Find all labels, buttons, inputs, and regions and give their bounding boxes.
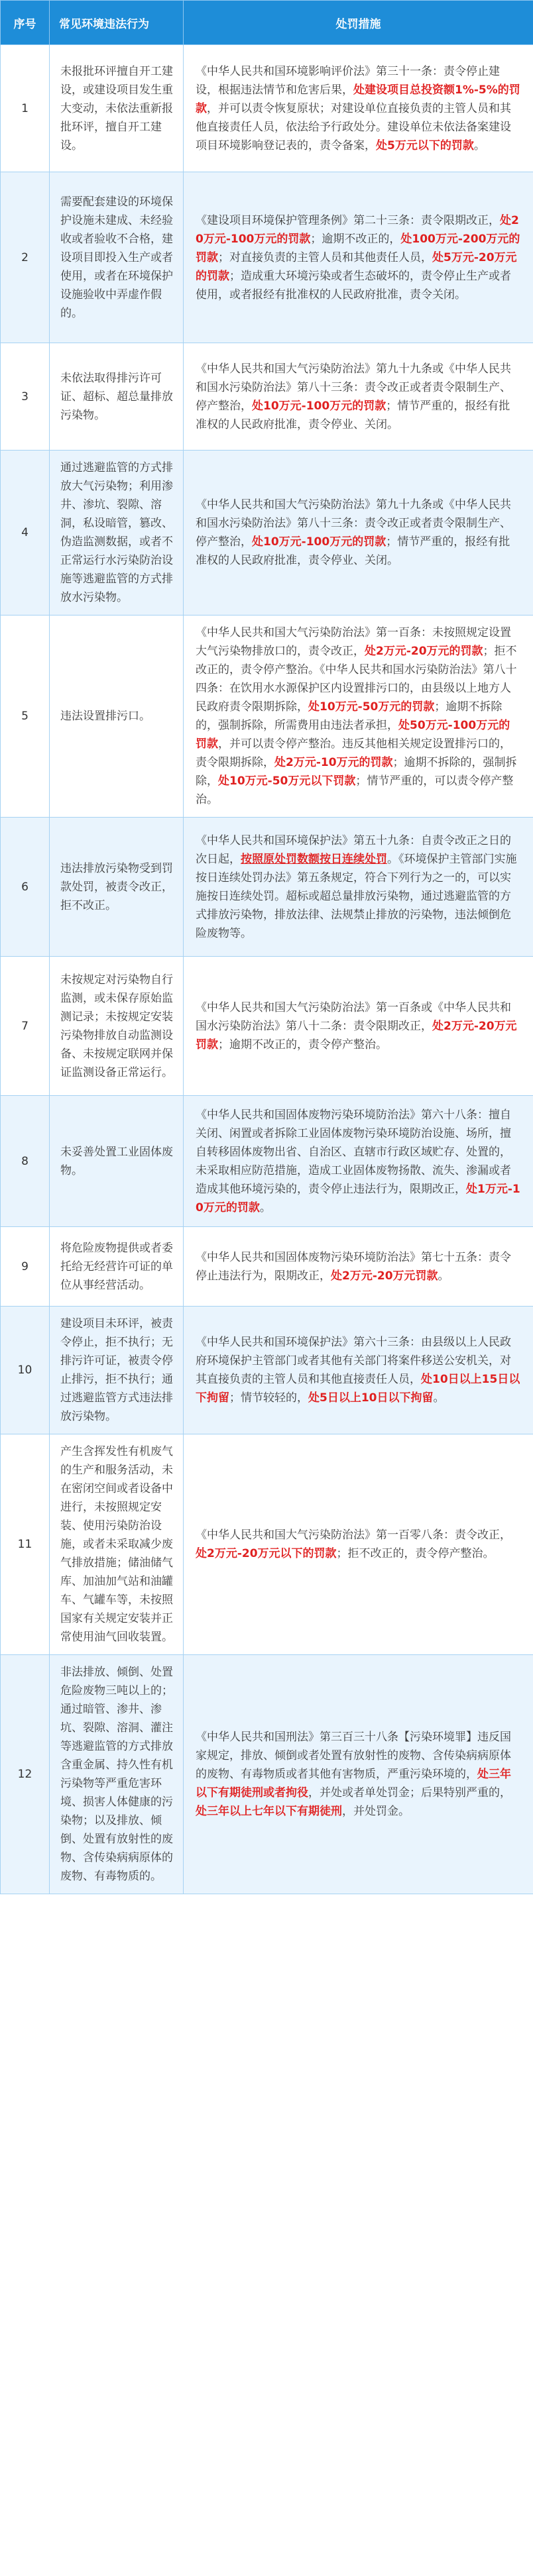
penalty-text: 。 (438, 1269, 449, 1283)
penalty-text: ；情节严重的，报经有批准权的人民政府批准，责令停业、关闭。 (196, 535, 510, 567)
violation-behavior: 建设项目未环评，被责令停止，拒不执行；无排污许可证，被责令停止排污，拒不执行；通过逃避监管方式违法排放污染物。 (50, 1307, 184, 1434)
table-row (1, 172, 533, 343)
violation-behavior: 需要配套建设的环境保护设施未建成、未经验收或者验收不合格，建设项目即投入生产或者使用，或者在环境保护设施验收中弄虚作假的。 (50, 172, 184, 343)
penalty-text: ；对直接负责的主管人员和其他责任人员， (218, 250, 432, 264)
penalty-text: 《中华人民共和国大气污染防治法》第九十九条或《中华人民共和国水污染防治法》第八十三条：责令改正或者责令限制生产、停产整治， (196, 362, 511, 413)
header-no: 序号 (1, 1, 50, 45)
penalty-highlight: 处建设项目总投资额1%-5%的罚款 (196, 83, 520, 115)
penalty-highlight: 处2万元-20万元罚款 (331, 1269, 438, 1283)
penalty-text: ；逾期不拆除的，强制拆除， (196, 756, 517, 788)
penalty-text: 《中华人民共和国环境保护法》第五十九条：自责令改正之日的次日起， (196, 833, 511, 866)
penalty-text: 《中华人民共和国大气污染防治法》第一百条或《中华人民共和国水污染防治法》第八十二条：责令限期改正， (196, 1000, 511, 1033)
penalty-highlight: 处2万元-20万元的罚款 (365, 645, 483, 658)
penalty-measure (184, 1434, 533, 1655)
table-header-row (1, 1, 533, 45)
row-number: 11 (1, 1434, 50, 1655)
row-number: 2 (1, 172, 50, 343)
penalty-text: ；逾期不改正的， (310, 232, 401, 246)
penalty-text: ；拒不改正的，责令停产整治。《中华人民共和国水污染防治法》第八十四条：在饮用水水源保护区内设置排污口的，由县级以上地方人民政府责令限期拆除， (196, 645, 517, 714)
penalty-highlight: 处5万元-20万元的罚款 (196, 250, 517, 283)
table-row (1, 451, 533, 616)
violation-behavior: 将危险废物提供或者委托给无经营许可证的单位从事经营活动。 (50, 1227, 184, 1307)
table-row (1, 1227, 533, 1307)
penalty-text: 《中华人民共和国大气污染防治法》第一百零八条：责令改正， (196, 1529, 511, 1542)
penalty-highlight: 处5日以上10日以下拘留 (308, 1391, 434, 1405)
violation-behavior: 未依法取得排污许可证、超标、超总量排放污染物。 (50, 343, 184, 451)
penalty-highlight: 处10日以上15日以下拘留 (196, 1373, 520, 1405)
penalty-highlight: 处20万元-100万元的罚款 (196, 213, 519, 246)
penalty-text: ；情节严重的，报经有批准权的人民政府批准，责令停业、关闭。 (196, 399, 510, 431)
penalty-highlight: 处10万元-50万元以下罚款 (218, 775, 356, 788)
table-row (1, 343, 533, 451)
table-body (1, 45, 533, 1894)
penalty-text: 《中华人民共和国大气污染防治法》第一百条：未按照规定设置大气污染物排放口的，责令改正， (196, 626, 511, 658)
penalty-measure (184, 1096, 533, 1227)
violation-behavior: 违法设置排污口。 (50, 616, 184, 818)
penalty-text: ，并可以责令恢复原状；对建设单位直接负责的主管人员和其他直接责任人员，依法给予行政处分。建设单位未依法备案建设项目环境影响登记表的，责令备案， (196, 101, 511, 152)
penalty-text: 《中华人民共和国环境影响评价法》第三十一条：责令停止建设，根据违法情节和危害后果， (196, 64, 500, 97)
penalty-highlight: 按照原处罚数额按日连续处罚 (241, 852, 387, 866)
penalty-highlight: 处2万元-20万元罚款 (196, 1019, 517, 1051)
penalty-highlight: 处2万元-20万元以下的罚款 (196, 1547, 337, 1560)
row-number: 1 (1, 45, 50, 172)
row-number: 4 (1, 451, 50, 616)
penalty-text: 。 (259, 1201, 271, 1214)
violation-behavior: 产生含挥发性有机废气的生产和服务活动，未在密闭空间或者设备中进行，未按照规定安装、使用污染防治设施，或者未采取减少废气排放措施；储油储气库、加油加气站和油罐车、气罐车等，未按照国家有关规定安装并正常使用油气回收装置。 (50, 1434, 184, 1655)
penalty-highlight: 处5万元以下的罚款 (376, 138, 474, 152)
penalty-text: 《中华人民共和国刑法》第三百三十八条【污染环境罪】违反国家规定，排放、倾倒或者处置有放射性的废物、含传染病病原体的废物、有毒物质或者其他有害物质，严重污染环境的， (196, 1731, 511, 1781)
penalty-highlight: 处三年以下有期徒刑或者拘役 (196, 1768, 511, 1799)
penalty-measure (184, 818, 533, 957)
penalty-text: ；拒不改正的，责令停产整治。 (336, 1547, 495, 1560)
penalty-highlight: 处10万元-50万元的罚款 (308, 700, 435, 714)
row-number: 7 (1, 957, 50, 1096)
penalty-highlight: 处10万元-100万元的罚款 (252, 399, 386, 413)
table-row (1, 1434, 533, 1655)
row-number: 10 (1, 1307, 50, 1434)
penalty-highlight: 处三年以上七年以下有期徒刑 (196, 1805, 342, 1818)
penalty-text: ，并可以责令停产整治。违反其他相关规定设置排污口的，责令限期拆除， (196, 737, 511, 769)
penalty-measure (184, 1307, 533, 1434)
violation-behavior: 未按规定对污染物自行监测，或未保存原始监测记录；未按规定安装污染物排放自动监测设备、未按规定联网并保证监测设备正常运行。 (50, 957, 184, 1096)
penalty-text: 。《环境保护主管部门实施按日连续处罚办法》第五条规定，符合下列行为之一的，可以实施按日连续处罚。超标或超总量排放污染物，通过逃避监管的方式排放污染物，排放法律、法规禁止排放的污染物，违法倾倒危险废物等。 (196, 852, 517, 940)
row-number: 5 (1, 616, 50, 818)
penalty-text: ；逾期不改正的，责令停产整治。 (218, 1038, 387, 1051)
penalty-highlight: 处10万元-100万元的罚款 (252, 535, 386, 549)
penalty-text: 《中华人民共和国环境保护法》第六十三条：由县级以上人民政府环境保护主管部门或者其他有关部门将案件移送公安机关，对其直接负责的主管人员和其他直接责任人员， (196, 1336, 511, 1386)
row-number: 8 (1, 1096, 50, 1227)
table-row (1, 616, 533, 818)
penalty-measure (184, 1227, 533, 1307)
penalty-measure (184, 45, 533, 172)
violation-behavior: 未妥善处置工业固体废物。 (50, 1096, 184, 1227)
penalty-highlight: 处2万元-10万元的罚款 (274, 756, 393, 769)
row-number: 3 (1, 343, 50, 451)
penalty-measure (184, 451, 533, 616)
violation-behavior: 非法排放、倾倒、处置危险废物三吨以上的；通过暗管、渗井、渗坑、裂隙、溶洞、灌注等逃避监管的方式排放含重金属、持久性有机污染物等严重危害环境、损害人体健康的污染物；以及排放、倾倒、处置有放射性的废物、含传染病病原体的废物、有毒物质的。 (50, 1655, 184, 1894)
violation-behavior: 通过逃避监管的方式排放大气污染物；利用渗井、渗坑、裂隙、溶洞，私设暗管，篡改、伪造监测数据，或者不正常运行水污染防治设施等逃避监管的方式排放水污染物。 (50, 451, 184, 616)
row-number: 9 (1, 1227, 50, 1307)
penalty-text: ；造成重大环境污染或者生态破坏的，责令停止生产或者使用，或者报经有批准权的人民政府批准，责令关闭。 (196, 269, 511, 301)
penalty-measure (184, 343, 533, 451)
penalty-measure (184, 616, 533, 818)
penalty-text: ；情节严重的，可以责令停产整治。 (196, 775, 514, 806)
penalty-text: 《中华人民共和国固体废物污染环境防治法》第七十五条：责令停止违法行为，限期改正， (196, 1250, 511, 1283)
row-number: 6 (1, 818, 50, 957)
penalty-text: 《中华人民共和国大气污染防治法》第九十九条或《中华人民共和国水污染防治法》第八十三条：责令改正或者责令限制生产、停产整治， (196, 498, 511, 549)
row-number: 12 (1, 1655, 50, 1894)
table-row (1, 1655, 533, 1894)
penalty-measure (184, 957, 533, 1096)
table-row (1, 1307, 533, 1434)
penalty-text: ，并处罚金。 (342, 1805, 410, 1818)
penalty-text: 《建设项目环境保护管理条例》第二十三条：责令限期改正， (196, 213, 500, 227)
penalty-measure (184, 172, 533, 343)
penalty-measure (184, 1655, 533, 1894)
penalty-text: ；逾期不拆除的，强制拆除，所需费用由违法者承担， (196, 700, 503, 732)
penalty-text: ，并处或者单处罚金；后果特别严重的， (308, 1786, 511, 1799)
table-row (1, 45, 533, 172)
penalty-text: ；情节较轻的， (229, 1391, 308, 1405)
penalty-highlight: 处100万元-200万元的罚款 (196, 232, 520, 264)
penalty-text: 。 (433, 1391, 445, 1405)
penalty-text: 。 (473, 138, 485, 152)
table-row (1, 1096, 533, 1227)
table-row (1, 818, 533, 957)
penalty-highlight: 处1万元-10万元的罚款 (196, 1182, 520, 1214)
header-penalty: 处罚措施 (184, 1, 533, 45)
violation-behavior: 未报批环评擅自开工建设，或建设项目发生重大变动，未依法重新报批环评，擅自开工建设。 (50, 45, 184, 172)
penalty-highlight: 处50万元-100万元的罚款 (196, 719, 510, 751)
penalty-text: 《中华人民共和国固体废物污染环境防治法》第六十八条：擅自关闭、闲置或者拆除工业固体废物污染环境防治设施、场所，擅自转移固体废物出省、自治区、直辖市行政区域贮存、处置的，未采取相应防范措施，造成工业固体废物扬散、流失、渗漏或者造成其他环境污染的，责令停止违法行为，限期改正， (196, 1108, 511, 1196)
violation-behavior: 违法排放污染物受到罚款处罚，被责令改正，拒不改正。 (50, 818, 184, 957)
header-behavior: 常见环境违法行为 (50, 1, 184, 45)
table-row (1, 957, 533, 1096)
